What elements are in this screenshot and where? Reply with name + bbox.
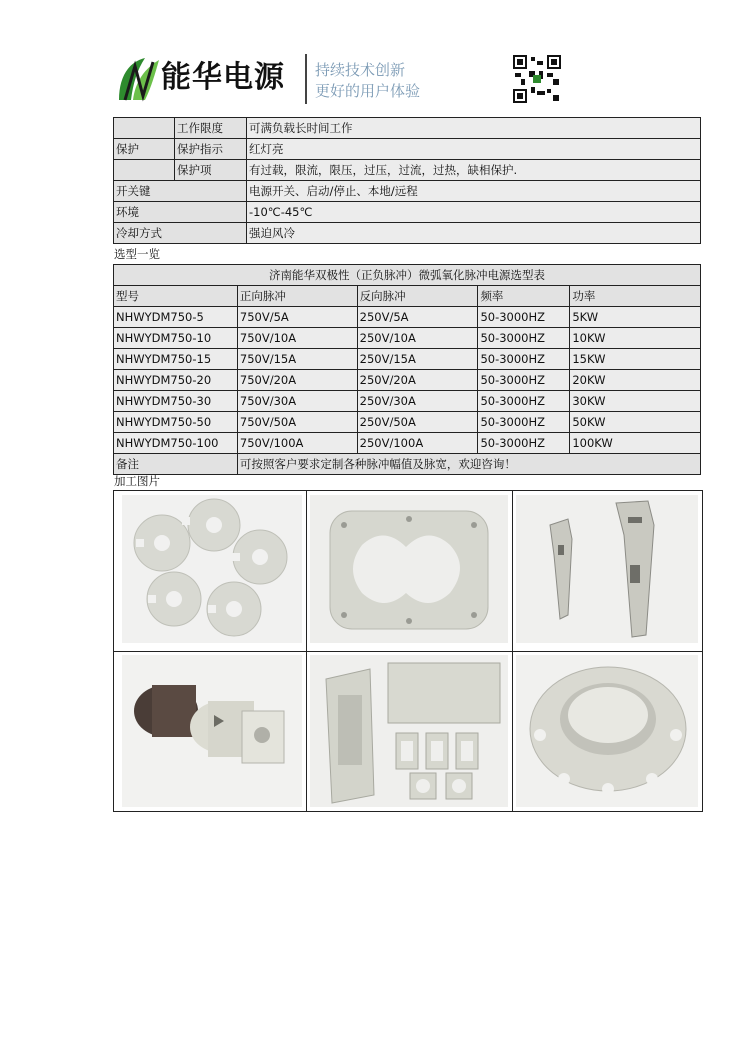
table-cell: 强迫风冷 bbox=[247, 223, 701, 244]
table-cell: NHWYDM750-10 bbox=[114, 328, 238, 349]
table-cell: NHWYDM750-50 bbox=[114, 412, 238, 433]
table-row bbox=[114, 349, 701, 370]
table-row bbox=[114, 328, 701, 349]
table-cell: NHWYDM750-100 bbox=[114, 433, 238, 454]
table-cell: 开关键 bbox=[114, 181, 247, 202]
photo-gallery bbox=[113, 490, 703, 812]
table-cell: 50-3000HZ bbox=[478, 412, 570, 433]
table-cell: NHWYDM750-20 bbox=[114, 370, 238, 391]
table-cell: 15KW bbox=[570, 349, 701, 370]
table-cell: 冷却方式 bbox=[114, 223, 247, 244]
table-row bbox=[114, 370, 701, 391]
table-cell: NHWYDM750-5 bbox=[114, 307, 238, 328]
model-table bbox=[113, 264, 701, 475]
table-row bbox=[114, 202, 701, 223]
table-cell: 5KW bbox=[570, 307, 701, 328]
slogan-line-2: 更好的用户体验 bbox=[315, 82, 421, 100]
table-cell: 750V/100A bbox=[237, 433, 357, 454]
table-header: 反向脉冲 bbox=[357, 286, 478, 307]
model-table-title: 济南能华双极性（正负脉冲）微弧氧化脉冲电源选型表 bbox=[114, 265, 701, 286]
table-title-row bbox=[114, 265, 701, 286]
table-cell: 有过载，限流，限压，过压，过流，过热，缺相保护. bbox=[247, 160, 701, 181]
photo-ceramic-discs bbox=[122, 495, 302, 643]
table-cell: 保护项 bbox=[175, 160, 247, 181]
table-row bbox=[114, 160, 701, 181]
table-cell: 电源开关、启动/停止、本地/远程 bbox=[247, 181, 701, 202]
table-cell: 250V/20A bbox=[357, 370, 478, 391]
table-row bbox=[114, 433, 701, 454]
table-cell bbox=[114, 160, 175, 181]
table-row bbox=[114, 391, 701, 412]
table-cell: 750V/10A bbox=[237, 328, 357, 349]
brand-name: 能华电源 bbox=[161, 60, 285, 95]
table-row bbox=[114, 223, 701, 244]
table-cell: 50-3000HZ bbox=[478, 370, 570, 391]
table-cell: 可满负载长时间工作 bbox=[247, 118, 701, 139]
photo-ceramic-ring bbox=[516, 655, 698, 807]
note-label: 备注 bbox=[114, 454, 238, 475]
table-cell: 50-3000HZ bbox=[478, 349, 570, 370]
table-cell: 红灯亮 bbox=[247, 139, 701, 160]
photo-ceramic-brackets bbox=[516, 495, 698, 643]
table-cell: 750V/20A bbox=[237, 370, 357, 391]
table-cell: 250V/5A bbox=[357, 307, 478, 328]
header-divider bbox=[305, 54, 307, 104]
qr-code-icon[interactable] bbox=[513, 55, 561, 103]
table-cell: -10℃-45℃ bbox=[247, 202, 701, 223]
slogan-line-1: 持续技术创新 bbox=[315, 61, 406, 79]
table-cell: 250V/10A bbox=[357, 328, 478, 349]
protect-label: 保护 bbox=[114, 139, 175, 160]
table-header: 型号 bbox=[114, 286, 238, 307]
table-cell: NHWYDM750-15 bbox=[114, 349, 238, 370]
table-cell: 750V/15A bbox=[237, 349, 357, 370]
table-row bbox=[114, 307, 701, 328]
table-cell: 250V/15A bbox=[357, 349, 478, 370]
photo-ceramic-frame bbox=[310, 495, 508, 643]
table-cell: 10KW bbox=[570, 328, 701, 349]
table-cell: 50-3000HZ bbox=[478, 328, 570, 349]
table-cell: 50KW bbox=[570, 412, 701, 433]
table-cell: 250V/100A bbox=[357, 433, 478, 454]
table-cell: 750V/50A bbox=[237, 412, 357, 433]
selection-label: 选型一览 bbox=[114, 247, 160, 261]
table-cell: 工作限度 bbox=[175, 118, 247, 139]
table-cell bbox=[114, 118, 175, 139]
table-cell: 100KW bbox=[570, 433, 701, 454]
table-header: 正向脉冲 bbox=[237, 286, 357, 307]
page-header bbox=[115, 50, 705, 110]
table-cell: 750V/5A bbox=[237, 307, 357, 328]
table-cell: 30KW bbox=[570, 391, 701, 412]
spec-table bbox=[113, 117, 701, 244]
table-cell: 750V/30A bbox=[237, 391, 357, 412]
table-cell: NHWYDM750-30 bbox=[114, 391, 238, 412]
photo-ceramic-pistons bbox=[122, 655, 302, 807]
table-cell: 50-3000HZ bbox=[478, 307, 570, 328]
leaf-n-logo-icon bbox=[115, 56, 161, 102]
table-cell: 250V/50A bbox=[357, 412, 478, 433]
gallery-divider bbox=[114, 651, 702, 652]
gallery-label: 加工图片 bbox=[114, 474, 160, 488]
table-cell: 环境 bbox=[114, 202, 247, 223]
photo-ceramic-plates bbox=[310, 655, 508, 807]
table-cell: 20KW bbox=[570, 370, 701, 391]
table-note-row bbox=[114, 454, 701, 475]
table-row bbox=[114, 118, 701, 139]
table-cell: 50-3000HZ bbox=[478, 433, 570, 454]
note-value: 可按照客户要求定制各种脉冲幅值及脉宽，欢迎咨询！ bbox=[237, 454, 700, 475]
table-header-row bbox=[114, 286, 701, 307]
table-cell: 250V/30A bbox=[357, 391, 478, 412]
table-row bbox=[114, 412, 701, 433]
table-header: 频率 bbox=[478, 286, 570, 307]
table-cell: 50-3000HZ bbox=[478, 391, 570, 412]
table-header: 功率 bbox=[570, 286, 701, 307]
table-cell: 保护指示 bbox=[175, 139, 247, 160]
table-row bbox=[114, 181, 701, 202]
table-row bbox=[114, 139, 701, 160]
